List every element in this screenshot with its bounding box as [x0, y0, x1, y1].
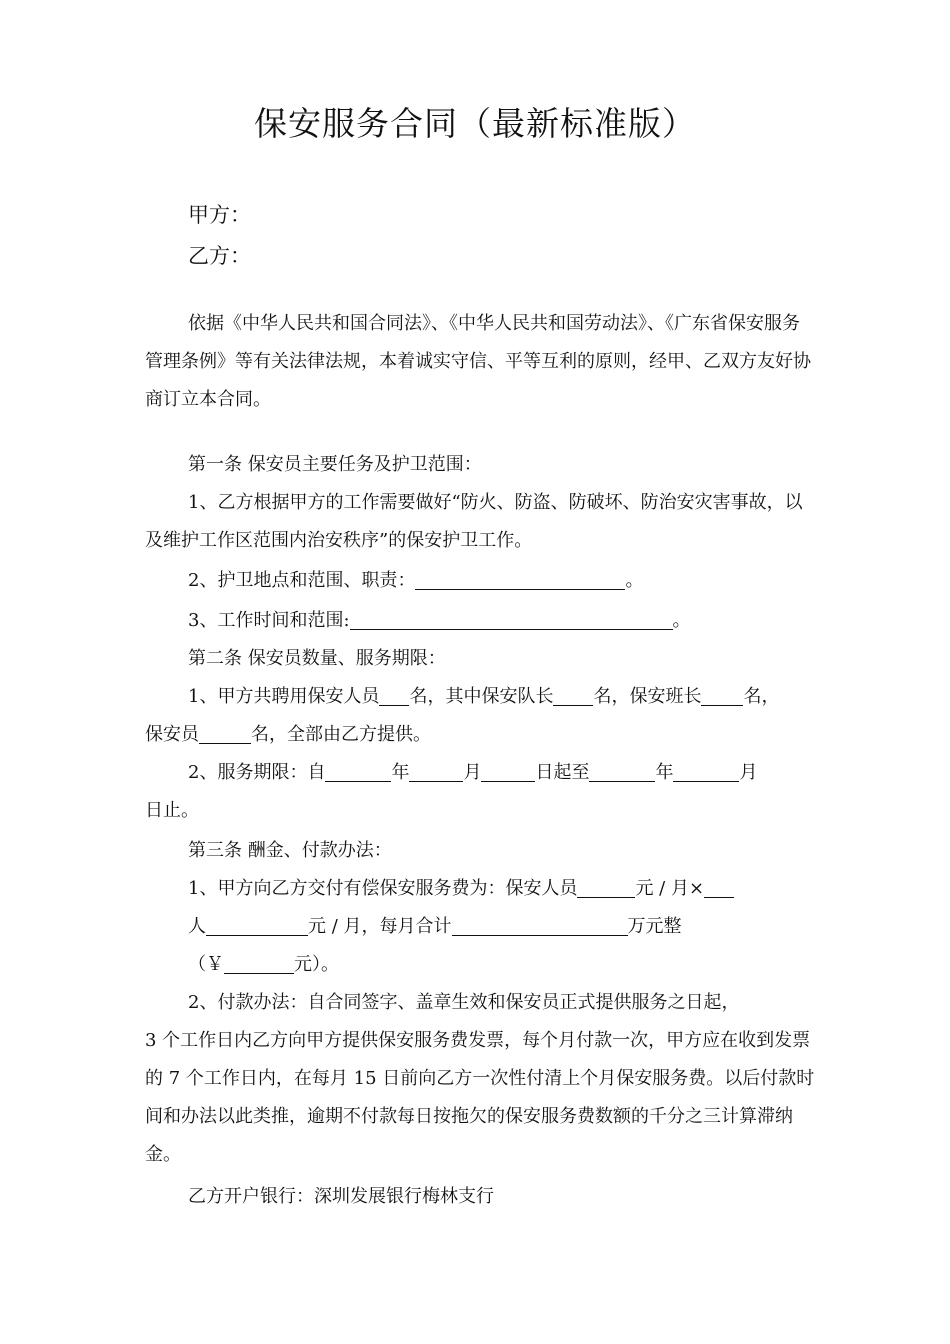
- article2-item2-line1: [145, 754, 858, 792]
- document-title: 保安服务合同（最新标准版）: [254, 104, 696, 143]
- article3-item1-line3: [145, 946, 858, 984]
- guard-number-blank[interactable]: [704, 875, 734, 898]
- rmb-amount-blank[interactable]: [224, 951, 294, 974]
- fee-per-guard-blank[interactable]: [577, 875, 635, 898]
- guard-count-blank[interactable]: [199, 721, 251, 744]
- article3-item2-body: 3 个工作日内乙方向甲方提供保安服务费发票，每个月付款一次，甲方应在收到发票的 7 个工作日内，在每月 15 日前向乙方一次性付清上个月保安服务费。以后付款时间和办法以此类推，逾期不付款每日按拖欠的保安服务费数额的千分之三计算滞纳金。: [145, 1030, 815, 1165]
- article2-item1-text-b: 名，其中保安队长: [409, 686, 554, 707]
- article3-item1-text-b: 元 / 月×: [635, 878, 705, 899]
- start-day-blank[interactable]: [481, 759, 535, 782]
- monthly-total-blank[interactable]: [452, 913, 628, 936]
- article1-item2-label: 2、护卫地点和范围、职责：: [188, 570, 416, 591]
- monthly-fee-blank[interactable]: [206, 913, 308, 936]
- guard-location-blank[interactable]: [415, 567, 625, 590]
- party-b-label: 乙方：: [188, 244, 251, 268]
- article3-item1-line1: [145, 870, 858, 908]
- article3-item1-text-e: 万元整: [627, 916, 682, 937]
- article3-item1-text-c: 人: [188, 916, 206, 937]
- article1-item3-label: 3、工作时间和范围:: [188, 610, 350, 631]
- preamble-paragraph: 依据《中华人民共和国合同法》、《中华人民共和国劳动法》、《广东省保安服务管理条例》等有关法律法规，本着诚实守信、平等互利的原则，经甲、乙双方友好协商订立本合同。: [145, 313, 811, 410]
- team-leader-blank[interactable]: [553, 683, 593, 706]
- total-guards-blank[interactable]: [379, 683, 409, 706]
- article2-item2-text-b: 年: [391, 762, 410, 783]
- article3-item2-line1: 2、付款办法：自合同签字、盖章生效和保安员正式提供服务之日起，: [188, 992, 740, 1013]
- article3-item1-text-f: （￥: [188, 954, 224, 975]
- article2-item1-line2: [145, 716, 815, 754]
- article2-item2-text-c: 月: [463, 762, 482, 783]
- article1-item3: [145, 602, 858, 640]
- article3-item1-text-a: 1、甲方向乙方交付有偿保安服务费为：保安人员: [188, 878, 578, 899]
- article1-heading: 第一条 保安员主要任务及护卫范围：: [188, 454, 482, 475]
- article3-item1-text-g: 元）。: [294, 954, 339, 975]
- article2-item2-line2: 日止。: [145, 800, 199, 821]
- start-year-blank[interactable]: [325, 759, 391, 782]
- article2-item1-line1: [145, 678, 858, 716]
- article1-item3-end: 。: [672, 610, 691, 631]
- start-month-blank[interactable]: [409, 759, 463, 782]
- party-a-label: 甲方：: [188, 203, 251, 227]
- article2-item2-text-f: 月: [739, 762, 758, 783]
- article2-item1-text-e: 保安员: [145, 724, 199, 745]
- article2-item1-text-c: 名，保安班长: [593, 686, 702, 707]
- end-month-blank[interactable]: [673, 759, 739, 782]
- article2-item2-text-e: 年: [655, 762, 674, 783]
- article2-item2-text-a: 2、服务期限：自: [188, 762, 326, 783]
- work-time-blank[interactable]: [350, 607, 673, 630]
- article3-item1-text-d: 元 / 月，每月合计: [308, 916, 452, 937]
- article2-heading: 第二条 保安员数量、服务期限：: [188, 648, 446, 669]
- article1-item1: 1、乙方根据甲方的工作需要做好“防火、防盗、防破坏、防治安灾害事故，以及维护工作区范围内治安秩序”的保安护卫工作。: [145, 492, 803, 551]
- end-year-blank[interactable]: [589, 759, 655, 782]
- article2-item1-text-f: 名，全部由乙方提供。: [251, 724, 431, 745]
- article1-item2-end: 。: [625, 570, 644, 591]
- article2-item1-text-d: 名，: [743, 686, 780, 707]
- article1-item2: [145, 562, 858, 600]
- article3-item1-line2: [145, 908, 858, 946]
- article3-heading: 第三条 酬金、付款办法：: [188, 840, 392, 861]
- article2-item1-text-a: 1、甲方共聘用保安人员: [188, 686, 380, 707]
- article2-item2-text-d: 日起至: [535, 762, 590, 783]
- squad-leader-blank[interactable]: [701, 683, 743, 706]
- bank-account-line: 乙方开户银行：深圳发展银行梅林支行: [188, 1186, 494, 1207]
